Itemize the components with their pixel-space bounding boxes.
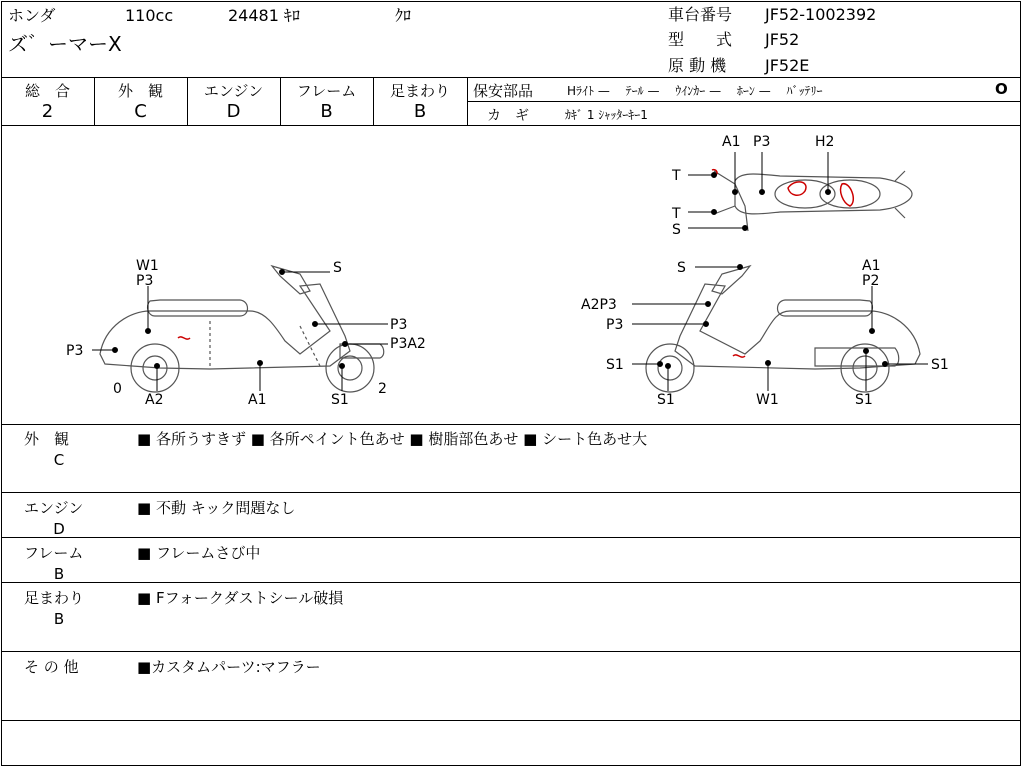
label-p3a2: P3A2 xyxy=(390,336,426,352)
grade-engine-label: エンジン xyxy=(203,82,264,100)
section-engine-text: ■ 不動 キック問題なし xyxy=(137,499,296,517)
section-exterior-title xyxy=(24,428,94,469)
key-value: ｶｷﾞ 1 ｼｬｯﾀｰｷｰ1 xyxy=(565,108,648,122)
section-suspension-text: ■ Fフォークダストシール破損 xyxy=(137,589,344,607)
section-frame-title xyxy=(24,542,94,583)
section-exterior-text: ■ 各所うすきず ■ 各所ペイント色あせ ■ 樹脂部色あせ ■ シート色あせ大 xyxy=(137,430,648,448)
label-s1: S1 xyxy=(606,357,624,373)
grade-exterior-value: C xyxy=(134,101,147,122)
divider xyxy=(467,77,468,125)
grade-overall-label: 総 合 xyxy=(24,82,70,100)
maker: ホンダ xyxy=(8,6,56,25)
label-a2p3: A2P3 xyxy=(581,297,617,313)
engine-label: 原 動 機 xyxy=(668,56,727,75)
label-p3: P3 xyxy=(753,134,771,150)
damage-mark-icon xyxy=(733,355,745,357)
section-title-text: 外 観 xyxy=(24,430,70,448)
label-s1: S1 xyxy=(331,392,349,408)
label-s1: S1 xyxy=(931,357,949,373)
label-t: T xyxy=(672,168,681,184)
displacement: 110cc xyxy=(125,6,174,25)
grade-exterior-label: 外 観 xyxy=(117,82,163,100)
label-s: S xyxy=(333,260,342,276)
divider xyxy=(1,424,1021,425)
grade-frame-label: フレーム xyxy=(296,82,357,100)
label-p3: P3 xyxy=(390,317,408,333)
engine-value: JF52E xyxy=(765,56,810,75)
label-s1: S1 xyxy=(657,392,675,408)
section-engine-title xyxy=(24,497,94,538)
label-zero: 0 xyxy=(113,381,122,397)
section-grade: C xyxy=(53,451,65,469)
label-s1: S1 xyxy=(855,392,873,408)
label-p2: P2 xyxy=(862,273,880,289)
label-p3: P3 xyxy=(606,317,624,333)
color: ｸﾛ xyxy=(395,6,412,25)
section-title-text: フレーム xyxy=(24,544,84,562)
key-label: カ ギ xyxy=(487,108,529,124)
damage-mark-icon xyxy=(178,337,190,339)
grade-suspension-value: B xyxy=(413,101,427,122)
section-grade: B xyxy=(53,565,65,583)
label-p3: P3 xyxy=(66,343,84,359)
grade-engine-value: D xyxy=(226,101,241,122)
section-suspension-title xyxy=(24,587,94,628)
damage-mark-icon xyxy=(841,184,854,206)
label-p3: P3 xyxy=(136,273,154,289)
grade-overall-value: 2 xyxy=(41,101,54,122)
damage-mark-icon xyxy=(788,182,806,195)
type-value: JF52 xyxy=(765,30,800,49)
frame-no-label: 車台番号 xyxy=(668,5,733,24)
label-s: S xyxy=(672,222,681,238)
label-a1: A1 xyxy=(862,258,881,274)
model-name: ズ゛ーマーX xyxy=(8,32,122,56)
section-title-text: そ の 他 xyxy=(24,658,79,676)
section-other-text: ■カスタムパーツ:マフラー xyxy=(137,658,321,676)
type-label: 型 式 xyxy=(668,30,733,49)
damage-diagram xyxy=(0,126,1022,424)
grade-suspension-label: 足まわり xyxy=(389,82,450,100)
battery-mark: O xyxy=(995,80,1008,98)
divider xyxy=(1,492,1021,493)
grade-frame-value: B xyxy=(320,101,333,122)
label-w1: W1 xyxy=(136,258,159,274)
mileage: 24481 ｷﾛ xyxy=(228,6,300,25)
label-h2: H2 xyxy=(815,134,835,150)
divider xyxy=(1,537,1021,538)
label-s: S xyxy=(677,260,686,276)
label-a1: A1 xyxy=(248,392,267,408)
section-frame-text: ■ フレームさび中 xyxy=(137,544,261,562)
divider xyxy=(1,651,1021,652)
section-grade: B xyxy=(53,610,65,628)
safety-items: Hﾗｲﾄ — ﾃｰﾙ — ｳｲﾝｶｰ — ﾎｰﾝ — ﾊﾞｯﾃﾘｰ xyxy=(567,84,823,98)
label-two: 2 xyxy=(378,381,387,397)
safety-label: 保安部品 xyxy=(473,82,534,100)
label-w1: W1 xyxy=(756,392,779,408)
label-a2: A2 xyxy=(145,392,164,408)
label-t: T xyxy=(672,206,681,222)
scooter-top-view-icon xyxy=(714,171,912,231)
divider xyxy=(1,582,1021,583)
divider xyxy=(1,77,1021,78)
section-other-title xyxy=(24,656,94,677)
section-title-text: エンジン xyxy=(24,499,84,517)
divider xyxy=(467,101,1021,102)
divider xyxy=(1,720,1021,721)
frame-no: JF52-1002392 xyxy=(765,5,877,24)
section-title-text: 足まわり xyxy=(24,589,85,607)
section-grade: D xyxy=(53,520,65,538)
label-a1: A1 xyxy=(722,134,741,150)
